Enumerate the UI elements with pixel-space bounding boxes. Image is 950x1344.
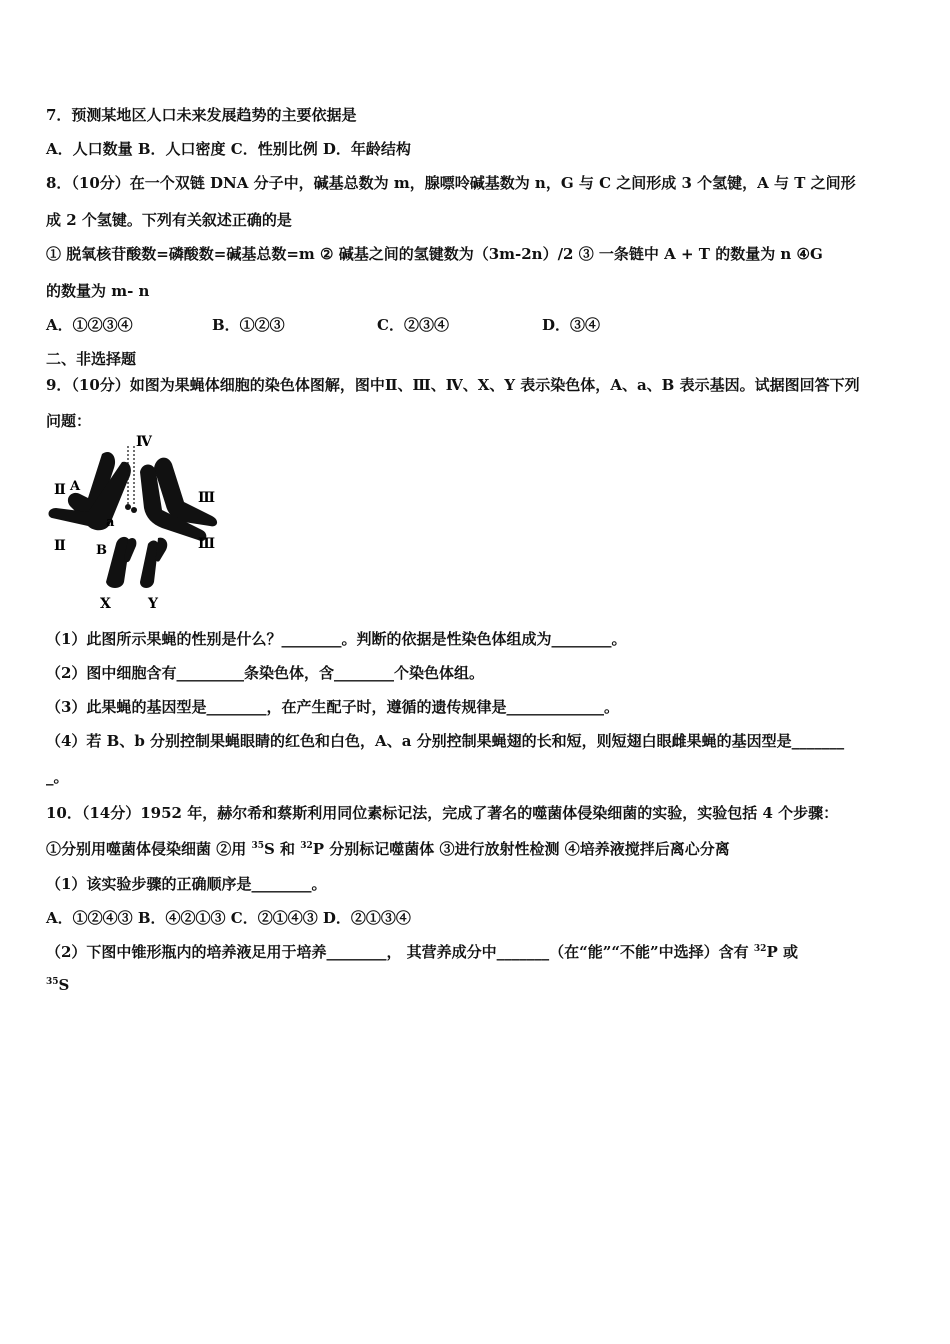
label-x: X <box>100 596 111 612</box>
chromosome-y-hook <box>155 538 167 562</box>
q9-sub4-line1: （4）若 B、b 分别控制果蝇眼睛的红色和白色，A、a 分别控制果蝇翅的长和短，则短翅白眼雌果蝇的基因型是_______ <box>46 732 845 750</box>
chromosome-y <box>140 541 158 588</box>
q10-sub1: （1）该实验步骤的正确顺序是________。 <box>46 875 327 893</box>
label-gene-a-lower: a <box>106 515 115 530</box>
label-iii-top: Ⅲ <box>198 490 216 506</box>
q8-option-b: B．①②③ <box>212 316 285 334</box>
q10-sub2-line1 <box>46 941 798 962</box>
label-gene-a-upper: A <box>70 479 81 494</box>
q10-sub2-sup1: 32 <box>753 944 767 954</box>
q9-sub2: （2）图中细胞含有_________条染色体，含________个染色体组。 <box>46 664 484 682</box>
label-iv: Ⅳ <box>136 434 152 450</box>
q9-sub4-line2: _。 <box>46 768 69 786</box>
q8-statements-line1: ① 脱氧核苷酸数=磷酸数=碱基总数=m ② 碱基之间的氢键数为（3m-2n）/2 ③ 一条链中 A + T 的数量为 n ④G <box>46 245 823 263</box>
section-title: 二、非选择题 <box>46 350 137 368</box>
q7-stem: 7．预测某地区人口未来发展趋势的主要依据是 <box>46 106 357 124</box>
label-ii-bottom: Ⅱ <box>54 538 66 554</box>
q10-sub2-pre: （2）下图中锥形瓶内的培养液足用于培养________， 其营养成分中_______（在“能”“不能”中选择）含有 <box>46 943 754 961</box>
q8-statements-line2: 的数量为 m- n <box>46 282 150 300</box>
chromosome-iv-dot-right <box>131 507 137 513</box>
q10-steps <box>46 838 730 859</box>
q10-sub2-sup2: 35 <box>46 977 59 987</box>
q10-sub2-line2 <box>46 976 69 994</box>
q9-stem-line1: 9．（10分）如图为果蝇体细胞的染色体图解，图中Ⅱ、Ⅲ、Ⅳ、X、Y 表示染色体，A、a、B 表示基因。试据图回答下列 <box>46 376 860 394</box>
label-y: Y <box>148 596 158 612</box>
q10-steps-pre: ①分别用噬菌体侵染细菌 ②用 <box>46 840 252 858</box>
q10-sub1-options: A．①②④③ B．④②①③ C．②①④③ D．②①③④ <box>46 909 411 927</box>
q7-options: A．人口数量 B．人口密度 C．性别比例 D．年龄结构 <box>46 140 411 158</box>
q10-sub2-post: P 或 <box>766 943 798 961</box>
label-gene-b: B <box>96 543 107 558</box>
q9-sub1: （1）此图所示果蝇的性别是什么？________。判断的依据是性染色体组成为________。 <box>46 630 627 648</box>
q10-steps-sup2: 32 <box>300 841 313 851</box>
q10-steps-sup1: 35 <box>251 841 264 851</box>
q9-sub3: （3）此果蝇的基因型是________，在产生配子时，遵循的遗传规律是_____________。 <box>46 698 619 716</box>
q8-stem-line2: 成 2 个氢键。下列有关叙述正确的是 <box>46 211 292 229</box>
chromosome-x <box>106 537 130 588</box>
q10-steps-post: P 分别标记噬菌体 ③进行放射性检测 ④培养液搅拌后离心分离 <box>312 840 730 858</box>
label-iii-bottom: Ⅲ <box>198 536 216 552</box>
chromosome-iv-dot-left <box>125 504 131 510</box>
q8-stem-line1: 8．（10分）在一个双链 DNA 分子中，碱基总数为 m，腺嘌呤碱基数为 n，G 与 C 之间形成 3 个氢键，A 与 T 之间形 <box>46 174 856 192</box>
q8-option-d: D．③④ <box>542 316 601 334</box>
q10-stem-line1: 10．（14分）1952 年，赫尔希和蔡斯利用同位素标记法，完成了著名的噬菌体侵染细菌的实验，实验包括 4 个步骤： <box>46 804 839 822</box>
label-ii-top: Ⅱ <box>54 482 66 498</box>
q10-sub2-line2-text: S <box>58 976 70 994</box>
q10-steps-mid: S 和 <box>263 840 301 858</box>
chromosome-diagram <box>44 432 226 612</box>
q8-option-a: A．①②③④ <box>46 316 133 334</box>
q8-option-c: C．②③④ <box>377 316 449 334</box>
q9-stem-line2: 问题： <box>46 412 92 430</box>
